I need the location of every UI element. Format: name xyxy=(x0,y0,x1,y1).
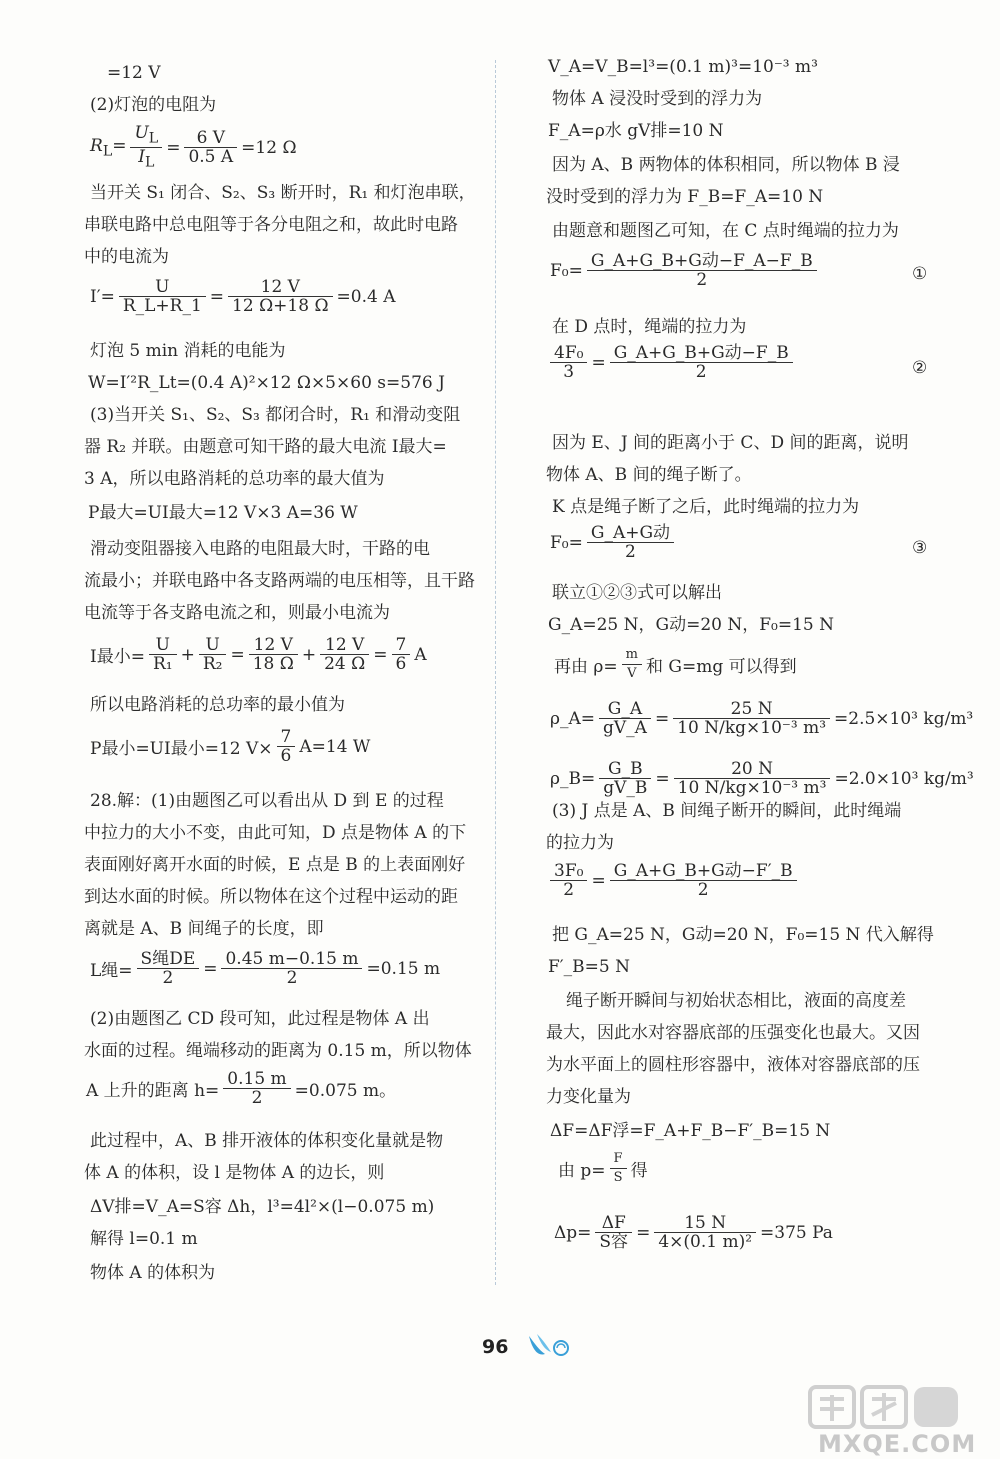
page-number: 96 xyxy=(482,1336,509,1358)
text-line: 水面的过程。绳端移动的距离为 0.15 m，所以物体 xyxy=(84,1041,472,1061)
text-line: 滑动变阻器接入电路的电阻最大时，干路的电 xyxy=(90,539,430,559)
equation-force-j: $\frac{\text{3F₀}}{2}$ = $\frac{\text{G\_A+G\_B+G动−F′\_B}}{2}$ xyxy=(548,862,799,899)
text-line: 物体 A 的体积为 xyxy=(90,1263,216,1283)
text-line: 电流等于各支路电流之和，则最小电流为 xyxy=(84,603,390,623)
text-line: =12 V xyxy=(107,63,161,83)
publisher-logo-icon xyxy=(525,1332,575,1360)
text-line: ΔF=ΔF浮=F_A+F_B−F′_B=15 N xyxy=(550,1121,831,1141)
text-line: W=I′²R_Lt=(0.4 A)²×12 Ω×5×60 s=576 J xyxy=(88,373,445,393)
text-line: 物体 A 浸没时受到的浮力为 xyxy=(552,89,763,109)
text-line: 离就是 A、B 间绳子的长度，即 xyxy=(84,919,324,939)
text-line: (2)灯泡的电阻为 xyxy=(90,95,217,115)
text-line: 在 D 点时，绳端的拉力为 xyxy=(552,317,747,337)
text-line: 表面刚好离开水面的时候，E 点是 B 的上表面刚好 xyxy=(84,855,466,875)
text-line: 所以电路消耗的总功率的最小值为 xyxy=(90,695,345,715)
equation-density-formula: 再由 ρ= $\frac{m}{V}$ 和 G=mg 可以得到 xyxy=(554,647,797,681)
equation-pressure: Δp= $\frac{\Delta F}{\text{S容}}$ = $\frac{15 N}{\text{4×(0.1 m)²}}$ =375 Pa xyxy=(554,1213,833,1252)
text-line: ΔV排=V_A=S容 Δh，l³=4l²×(l−0.075 m) xyxy=(90,1197,435,1217)
text-line: (3)当开关 S₁、S₂、S₃ 都闭合时，R₁ 和滑动变阻 xyxy=(90,405,461,425)
text-line: 因为 A、B 两物体的体积相同，所以物体 B 浸 xyxy=(552,155,900,175)
text-line: G_A=25 N，G动=20 N，F₀=15 N xyxy=(548,615,835,635)
text-line: F_A=ρ水 gV排=10 N xyxy=(548,121,724,141)
text-line: K 点是绳子断了之后，此时绳端的拉力为 xyxy=(552,497,860,517)
text-line: F′_B=5 N xyxy=(548,957,630,977)
text-line: 体 A 的体积，设 l 是物体 A 的边长，则 xyxy=(84,1163,385,1183)
text-line: 绳子断开瞬间与初始状态相比，液面的高度差 xyxy=(566,991,906,1011)
text-line: 由题意和题图乙可知，在 C 点时绳端的拉力为 xyxy=(552,221,899,241)
text-line: 当开关 S₁ 闭合、S₂、S₃ 断开时，R₁ 和灯泡串联， xyxy=(90,183,476,203)
equation-force-k: F₀= $\frac{\text{G\_A+G动}}{2}$ xyxy=(548,524,676,561)
equation-force-c: F₀= $\frac{\text{G\_A+G\_B+G动−F\_A−F\_B}}{2}$ xyxy=(548,252,819,289)
text-line: 联立①②③式可以解出 xyxy=(552,583,722,603)
equation-rope-length: L绳= $\frac{\text{S绳DE}}{2}$ = $\frac{0.45 m-0.15 m}{2}$ =0.15 m xyxy=(90,949,441,988)
text-line: 3 A，所以电路消耗的总功率的最大值为 xyxy=(84,469,385,489)
text-line: 串联电路中总电阻等于各分电阻之和，故此时电路 xyxy=(84,215,458,235)
text-line: 灯泡 5 min 消耗的电能为 xyxy=(90,341,286,361)
text-line: P最大=UI最大=12 V×3 A=36 W xyxy=(88,503,358,523)
equation-min-power: P最小=UI最小=12 V× $\frac{7}{6}$ A=14 W xyxy=(90,727,371,766)
text-line: (2)由题图乙 CD 段可知，此过程是物体 A 出 xyxy=(90,1009,430,1029)
text-line: 中拉力的大小不变，由此可知，D 点是物体 A 的下 xyxy=(84,823,467,843)
equation-marker-3: ③ xyxy=(912,538,928,558)
text-line: 流最小；并联电路中各支路两端的电压相等，且干路 xyxy=(84,571,475,591)
equation-current: I′= $\frac{U}{R\_L+R\_1}$ = $\frac{12 V}{12 \Omega+18 \Omega}$ =0.4 A xyxy=(90,277,396,316)
text-line: 因为 E、J 间的距离小于 C、D 间的距离，说明 xyxy=(552,433,909,453)
text-line: 器 R₂ 并联。由题意可知干路的最大电流 I最大= xyxy=(84,437,447,457)
equation-marker-2: ② xyxy=(912,358,928,378)
text-line: 的拉力为 xyxy=(546,833,614,853)
text-line: 中的电流为 xyxy=(84,247,169,267)
equation-force-d: $\frac{\text{4F₀}}{3}$ = $\frac{\text{G\_A+G\_B+G动−F\_B}}{2}$ xyxy=(548,344,795,381)
text-line: 为水平面上的圆柱形容器中，液体对容器底部的压 xyxy=(546,1055,920,1075)
equation-marker-1: ① xyxy=(912,264,928,284)
text-line: (3) J 点是 A、B 间绳子断开的瞬间，此时绳端 xyxy=(552,801,902,821)
equation-min-current: I最小= $\frac{U}{\text{R₁}}$ + $\frac{U}{\text{R₂}}$ = $\frac{12 V}{18 \Omega}$ + $\frac{12 V}{24 \Omega}$ = $\frac{7}{6}$ A xyxy=(90,635,427,674)
text-line: V_A=V_B=l³=(0.1 m)³=10⁻³ m³ xyxy=(548,57,818,77)
text-line: 把 G_A=25 N，G动=20 N，F₀=15 N 代入解得 xyxy=(552,925,934,945)
equation-density-b: ρ_B= $\frac{G\_B}{gV\_B}$ = $\frac{20 N}{\text{10 N/kg×10⁻³ m³}}$ =2.0×10³ kg/m³ xyxy=(550,759,974,798)
text-line: 物体 A、B 间的绳子断了。 xyxy=(546,465,752,485)
text-line: 解得 l=0.1 m xyxy=(90,1229,198,1249)
equation-resistance: $R_L=$ $\frac{U_L}{I_L}$ = $\frac{6 V}{0.5 A}$ =12 Ω xyxy=(90,123,297,171)
text-line: 力变化量为 xyxy=(546,1087,631,1107)
equation-pressure-formula: 由 p= $\frac{F}{S}$ 得 xyxy=(558,1151,648,1185)
text-line: 没时受到的浮力为 F_B=F_A=10 N xyxy=(546,187,824,207)
equation-height: A 上升的距离 h= $\frac{0.15 m}{2}$ =0.075 m。 xyxy=(86,1069,397,1108)
text-line: 此过程中，A、B 排开液体的体积变化量就是物 xyxy=(90,1131,444,1151)
text-line: 到达水面的时候。所以物体在这个过程中运动的距 xyxy=(84,887,458,907)
column-divider xyxy=(495,60,496,1285)
watermark-text: MXQE.COM xyxy=(818,1430,977,1458)
equation-density-a: ρ_A= $\frac{G\_A}{gV\_A}$ = $\frac{25 N}{\text{10 N/kg×10⁻³ m³}}$ =2.5×10³ kg/m³ xyxy=(550,699,974,738)
text-line: 最大，因此水对容器底部的压强变化也最大。又因 xyxy=(546,1023,920,1043)
question-28-heading: 28.解：(1)由题图乙可以看出从 D 到 E 的过程 xyxy=(90,791,444,811)
